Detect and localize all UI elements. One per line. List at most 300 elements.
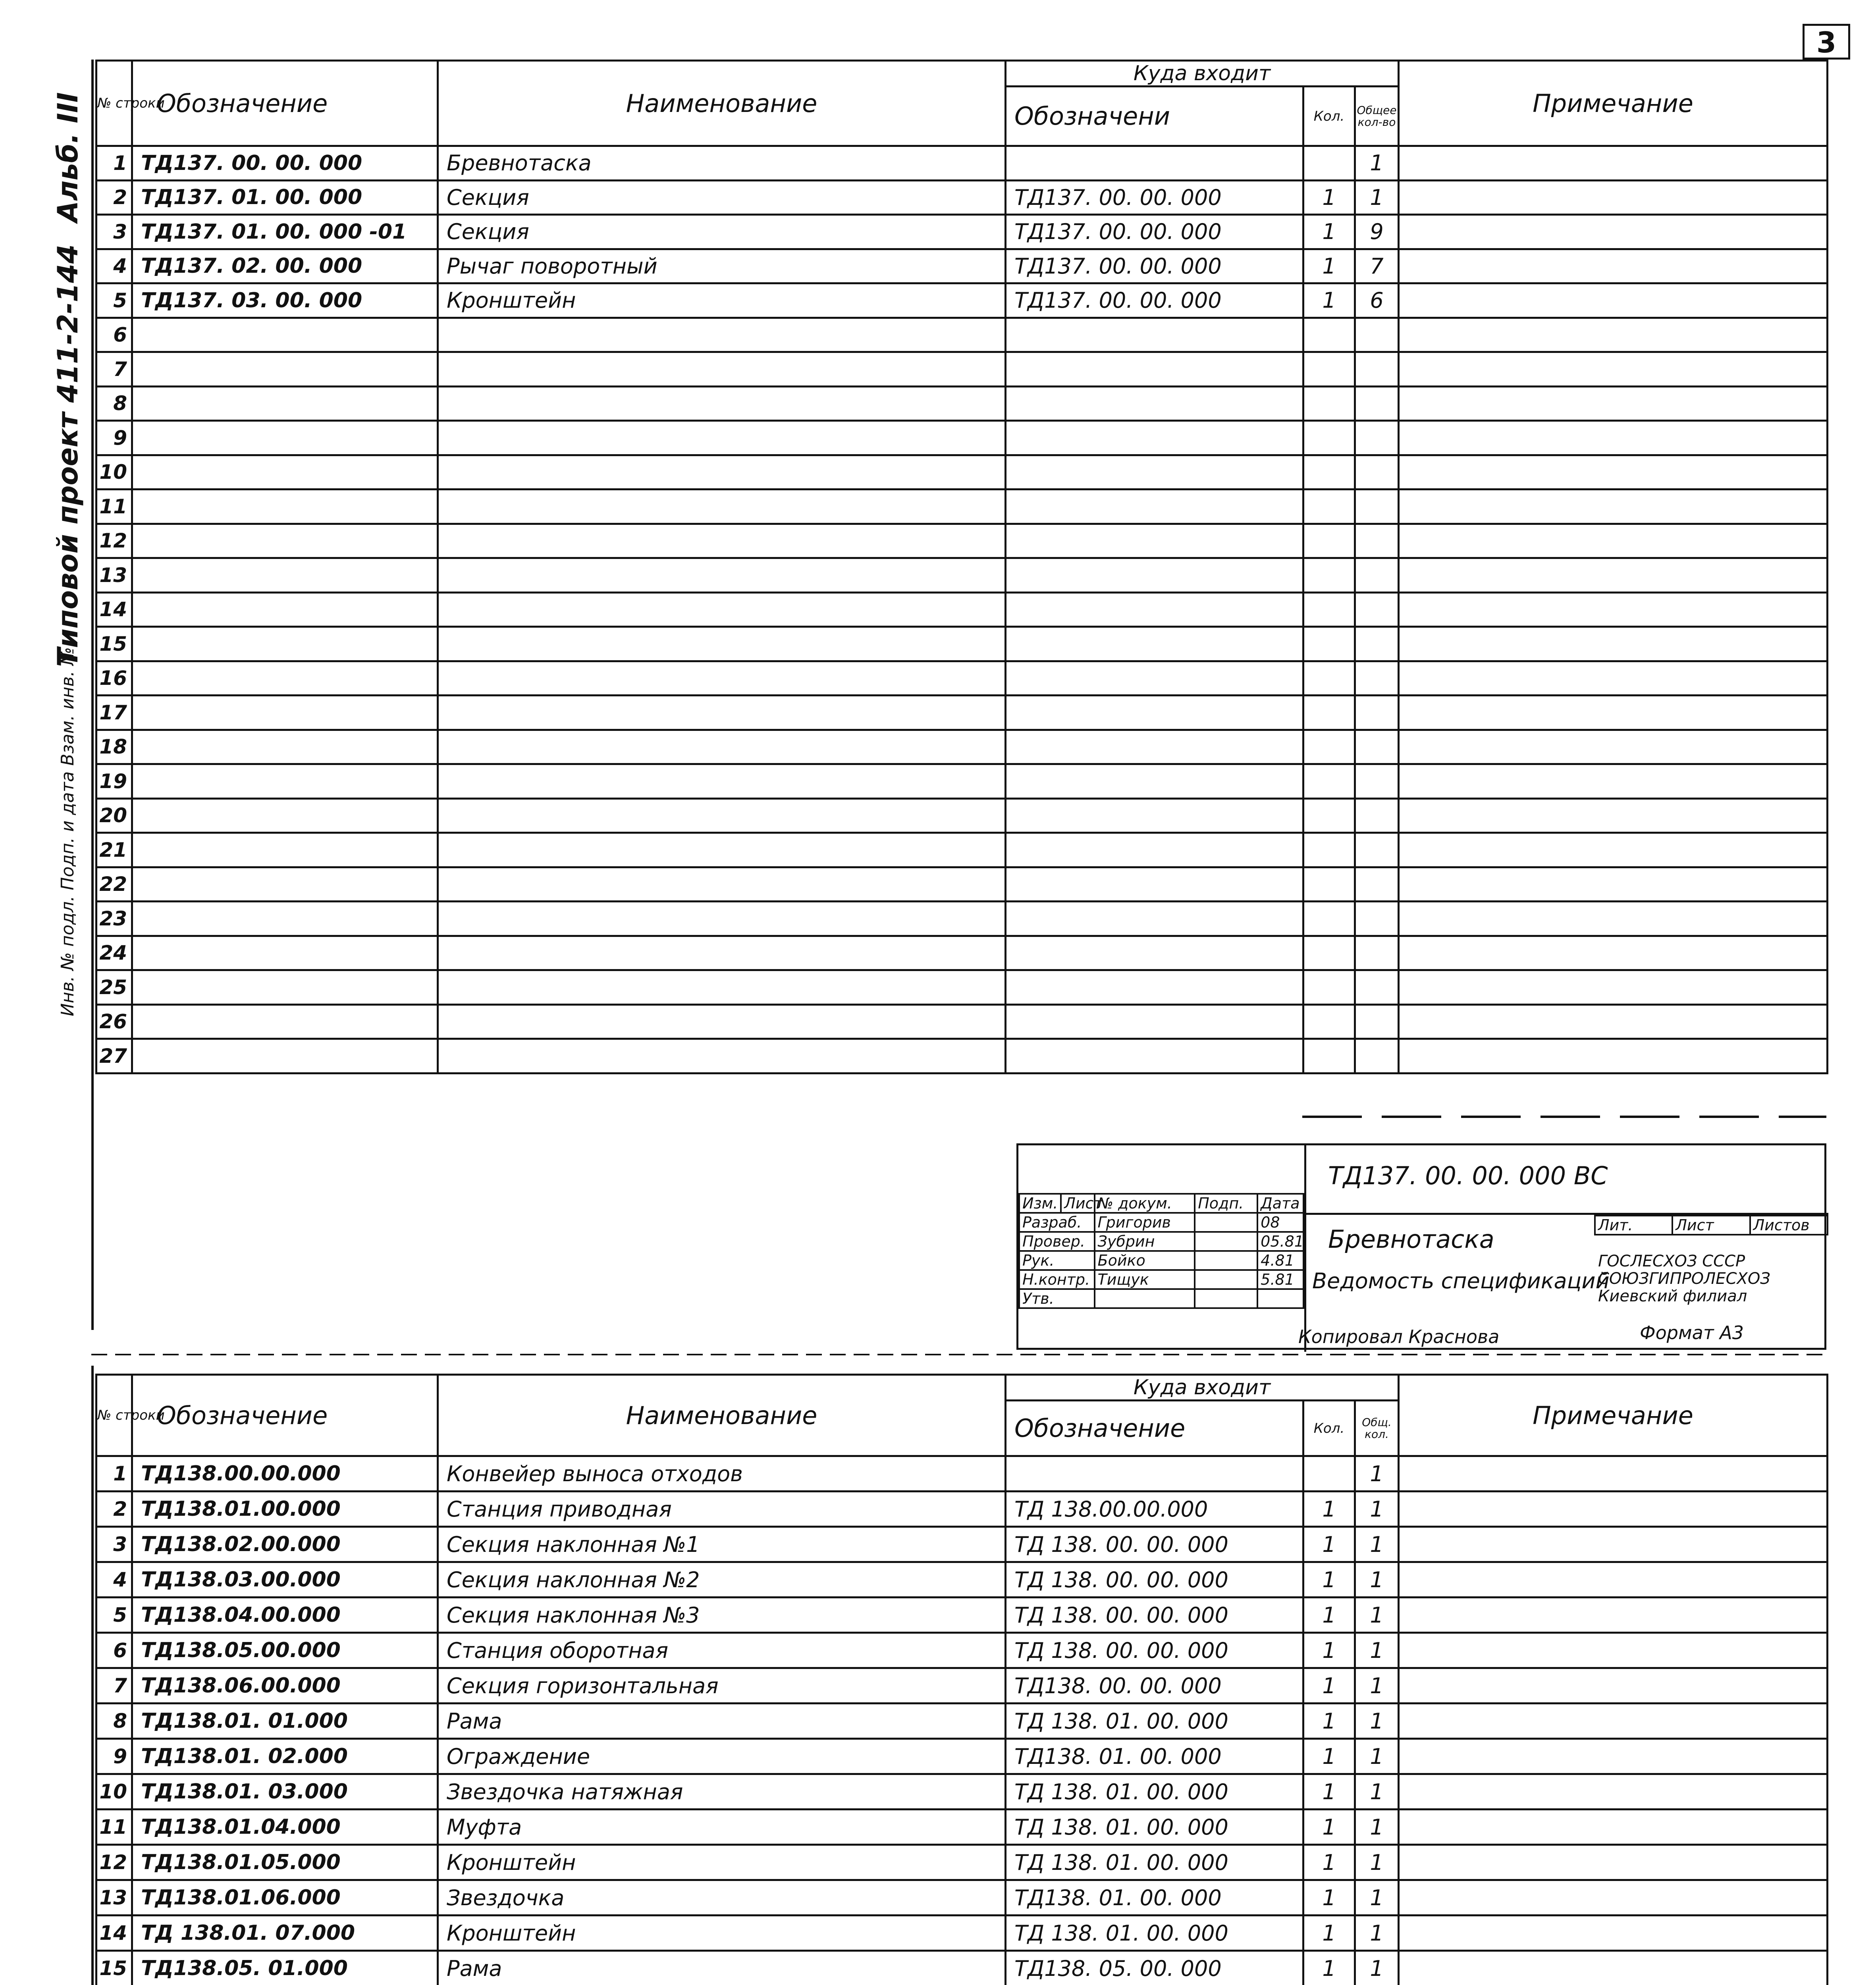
row-total-qty: 1 [1355,1774,1399,1810]
table-row [96,936,1828,970]
row-parent-designation: ТД 138. 00. 00. 000 [1006,1598,1303,1633]
row-qty [1303,592,1355,627]
table-row [96,1916,1828,1951]
header-note: Примечание [1399,1375,1828,1456]
row-number: 9 [96,421,132,455]
row-number: 3 [96,215,132,249]
person-sign [1195,1270,1257,1289]
row-note [1399,627,1828,661]
row-designation: ТД137. 03. 00. 000 [132,283,438,318]
row-name [438,490,1006,524]
row-designation [132,902,438,936]
table-row [96,318,1828,352]
row-note [1399,421,1828,455]
row-parent-designation [1006,1039,1303,1073]
person-name [1095,1289,1195,1308]
row-note [1399,1951,1828,1985]
person-sign [1195,1213,1257,1232]
row-qty: 1 [1303,215,1355,249]
row-number: 15 [96,627,132,661]
sheet2-spec-table [95,1374,1828,1985]
row-qty [1303,352,1355,387]
row-number: 13 [96,558,132,593]
table-row [96,902,1828,936]
tb-sign: Подп. [1195,1194,1257,1213]
row-note [1399,867,1828,902]
person-date: 5.81 [1257,1270,1303,1289]
inventory-strip-label: Инв. № подл. Подп. и дата Взам. инв. № [58,647,78,1016]
row-designation [132,455,438,490]
row-total-qty [1355,1004,1399,1039]
row-designation [132,867,438,902]
row-note [1399,1668,1828,1704]
row-note [1399,970,1828,1005]
person-role: Н.контр. [1019,1270,1095,1289]
row-qty [1303,764,1355,799]
row-parent-designation [1006,833,1303,867]
row-parent-designation: ТД 138. 01. 00. 000 [1006,1845,1303,1880]
row-number: 14 [96,592,132,627]
project-label: Типовой проект 411-2-144 [52,244,84,667]
person-sign [1195,1289,1257,1308]
row-name: Секция горизонтальная [438,1668,1006,1704]
row-total-qty: 1 [1355,1951,1399,1985]
sheet1-people-rows [1019,1213,1303,1308]
row-parent-designation [1006,661,1303,696]
person-name: Григорив [1095,1213,1195,1232]
table-row [96,1810,1828,1845]
row-note [1399,386,1828,421]
row-qty [1303,421,1355,455]
sheet2-rows [96,1456,1828,1985]
row-designation: ТД138.05. 01.000 [132,1951,438,1985]
table-row [96,1039,1828,1073]
row-number: 26 [96,1004,132,1039]
table-row [96,970,1828,1005]
row-note [1399,1562,1828,1598]
person-sign [1195,1232,1257,1251]
row-total-qty [1355,627,1399,661]
row-number: 2 [96,180,132,215]
row-qty: 1 [1303,1633,1355,1668]
sheet-separator [91,1354,1830,1355]
page-number: 3 [1816,26,1837,59]
row-parent-designation: ТД 138. 01. 00. 000 [1006,1810,1303,1845]
sheet1-subtitle: Ведомость спецификаций [1312,1268,1610,1293]
row-note [1399,146,1828,181]
row-parent-designation [1006,352,1303,387]
row-parent-designation [1006,867,1303,902]
row-name: Муфта [438,1810,1006,1845]
row-parent-designation [1006,524,1303,558]
row-name [438,970,1006,1005]
row-total-qty: 1 [1355,1704,1399,1739]
tb-izm: Изм. [1019,1194,1061,1213]
row-qty [1303,386,1355,421]
row-designation: ТД137. 00. 00. 000 [132,146,438,181]
row-name [438,421,1006,455]
header-designation: Обозначение [132,1375,438,1456]
row-parent-designation [1006,730,1303,764]
row-total-qty: 1 [1355,1527,1399,1562]
row-designation [132,970,438,1005]
margin-line-bottom [91,1366,94,1985]
row-note [1399,1039,1828,1073]
row-number: 12 [96,1845,132,1880]
tb-head-row [1019,1194,1303,1213]
table-row [96,1004,1828,1039]
row-total-qty [1355,524,1399,558]
row-qty: 1 [1303,1598,1355,1633]
sheet1-spec-table [95,60,1828,1074]
row-designation: ТД138.01.04.000 [132,1810,438,1845]
row-name [438,558,1006,593]
row-qty: 1 [1303,1492,1355,1527]
row-qty [1303,558,1355,593]
table-row [96,215,1828,249]
table-row [96,1704,1828,1739]
row-total-qty [1355,421,1399,455]
person-sign [1195,1251,1257,1270]
row-name: Рычаг поворотный [438,249,1006,283]
row-name: Секция [438,215,1006,249]
row-parent-designation [1006,902,1303,936]
row-note [1399,1004,1828,1039]
row-designation: ТД137. 01. 00. 000 -01 [132,215,438,249]
row-designation [132,592,438,627]
table-row [96,661,1828,696]
row-total-qty [1355,455,1399,490]
person-name: Тищук [1095,1270,1195,1289]
row-name [438,455,1006,490]
row-designation [132,421,438,455]
row-parent-designation [1006,764,1303,799]
row-qty [1303,318,1355,352]
table-row [96,833,1828,867]
row-number: 8 [96,1704,132,1739]
row-designation [132,730,438,764]
person-name: Бойко [1095,1251,1195,1270]
row-total-qty: 1 [1355,1880,1399,1916]
row-number: 19 [96,764,132,799]
row-note [1399,524,1828,558]
row-designation [132,386,438,421]
table-row [96,455,1828,490]
row-name [438,936,1006,970]
row-parent-designation: ТД137. 00. 00. 000 [1006,283,1303,318]
row-designation: ТД138.01. 01.000 [132,1704,438,1739]
row-parent-designation: ТД 138. 00. 00. 000 [1006,1633,1303,1668]
person-role: Разраб. [1019,1213,1095,1232]
row-name [438,764,1006,799]
row-total-qty [1355,696,1399,730]
row-designation: ТД138.01.00.000 [132,1492,438,1527]
row-name: Бревнотаска [438,146,1006,181]
row-total-qty [1355,318,1399,352]
row-total-qty: 1 [1355,1916,1399,1951]
table-row [96,592,1828,627]
row-name: Рама [438,1951,1006,1985]
row-note [1399,1739,1828,1774]
row-total-qty: 1 [1355,1633,1399,1668]
row-qty [1303,902,1355,936]
row-parent-designation: ТД 138. 01. 00. 000 [1006,1774,1303,1810]
row-qty [1303,455,1355,490]
people-row [1019,1213,1303,1232]
row-designation: ТД138.01.05.000 [132,1845,438,1880]
table-row [96,627,1828,661]
row-total-qty: 7 [1355,249,1399,283]
row-name [438,524,1006,558]
people-row [1019,1270,1303,1289]
row-qty: 1 [1303,1668,1355,1704]
row-parent-designation [1006,386,1303,421]
row-name: Секция наклонная №2 [438,1562,1006,1598]
row-number: 23 [96,902,132,936]
people-row [1019,1251,1303,1270]
sheet2-header-row [96,1375,1828,1401]
row-name: Ограждение [438,1739,1006,1774]
table-row [96,764,1828,799]
row-total-qty [1355,867,1399,902]
row-qty: 1 [1303,1774,1355,1810]
row-parent-designation: ТД 138. 00. 00. 000 [1006,1562,1303,1598]
row-note [1399,1456,1828,1492]
row-total-qty: 1 [1355,180,1399,215]
row-note [1399,249,1828,283]
tb-vdivider [1304,1145,1306,1352]
row-designation: ТД138.05.00.000 [132,1633,438,1668]
table-row [96,146,1828,181]
table-row [96,1774,1828,1810]
row-name: Звездочка [438,1880,1006,1916]
row-qty [1303,146,1355,181]
tb-sheet: Лист [1672,1216,1750,1235]
row-parent-designation [1006,936,1303,970]
row-note [1399,730,1828,764]
table-row [96,1598,1828,1633]
row-total-qty: 1 [1355,1456,1399,1492]
row-total-qty: 6 [1355,283,1399,318]
row-designation [132,696,438,730]
sheet1-format: Формат А3 [1640,1322,1744,1343]
table-row [96,386,1828,421]
row-qty [1303,833,1355,867]
table-row [96,1456,1828,1492]
row-qty: 1 [1303,180,1355,215]
row-number: 6 [96,318,132,352]
row-number: 10 [96,455,132,490]
row-qty [1303,936,1355,970]
row-parent-designation: ТД 138. 01. 00. 000 [1006,1704,1303,1739]
person-date [1257,1289,1303,1308]
row-name: Станция приводная [438,1492,1006,1527]
table-row [96,1951,1828,1985]
person-role: Рук. [1019,1251,1095,1270]
row-note [1399,490,1828,524]
row-designation [132,833,438,867]
row-total-qty: 1 [1355,146,1399,181]
row-note [1399,1880,1828,1916]
row-number: 21 [96,833,132,867]
header-total-qty: Общее кол-во [1355,87,1399,146]
row-parent-designation: ТД138. 00. 00. 000 [1006,1668,1303,1704]
row-note [1399,833,1828,867]
row-number: 11 [96,490,132,524]
header-where-used: Куда входит [1006,1375,1399,1401]
row-number: 6 [96,1633,132,1668]
table-row [96,696,1828,730]
sheet1-title-block [1016,1143,1826,1350]
row-parent-designation: ТД 138.00.00.000 [1006,1492,1303,1527]
tb-date: Дата [1257,1194,1303,1213]
row-qty: 1 [1303,1527,1355,1562]
row-qty [1303,1004,1355,1039]
table-row [96,798,1828,833]
row-name [438,661,1006,696]
row-name: Звездочка натяжная [438,1774,1006,1810]
header-qty: Кол. [1303,87,1355,146]
row-qty [1303,867,1355,902]
row-qty [1303,661,1355,696]
row-total-qty [1355,352,1399,387]
row-designation [132,1039,438,1073]
row-designation: ТД137. 02. 00. 000 [132,249,438,283]
sheet1-title: Бревнотаска [1328,1225,1494,1254]
tb-doc: № докум. [1095,1194,1195,1213]
row-qty [1303,627,1355,661]
header-row-no: № строки [96,61,132,146]
header-name: Наименование [438,61,1006,146]
row-parent-designation: ТД138. 01. 00. 000 [1006,1880,1303,1916]
header-total-qty: Общ. кол. [1355,1401,1399,1456]
row-number: 7 [96,352,132,387]
row-name: Секция [438,180,1006,215]
row-total-qty [1355,764,1399,799]
row-number: 27 [96,1039,132,1073]
row-note [1399,455,1828,490]
row-parent-designation: ТД 138. 01. 00. 000 [1006,1916,1303,1951]
row-parent-designation [1006,1004,1303,1039]
row-parent-designation [1006,970,1303,1005]
table-row [96,1633,1828,1668]
person-role: Утв. [1019,1289,1095,1308]
row-total-qty: 1 [1355,1739,1399,1774]
row-number: 20 [96,798,132,833]
row-total-qty: 1 [1355,1492,1399,1527]
row-note [1399,1810,1828,1845]
row-qty [1303,970,1355,1005]
person-role: Провер. [1019,1232,1095,1251]
row-parent-designation [1006,1456,1303,1492]
tb-list: Лист [1061,1194,1094,1213]
header-designation: Обозначение [132,61,438,146]
row-number: 17 [96,696,132,730]
row-note [1399,558,1828,593]
person-date: 4.81 [1257,1251,1303,1270]
table-row [96,867,1828,902]
table-row [96,180,1828,215]
row-designation [132,352,438,387]
row-number: 1 [96,1456,132,1492]
table-row [96,524,1828,558]
row-name [438,867,1006,902]
row-qty: 1 [1303,1845,1355,1880]
row-note [1399,1527,1828,1562]
row-number: 3 [96,1527,132,1562]
row-qty: 1 [1303,1704,1355,1739]
row-number: 8 [96,386,132,421]
row-total-qty: 1 [1355,1562,1399,1598]
row-name: Станция оборотная [438,1633,1006,1668]
row-name [438,833,1006,867]
row-number: 5 [96,1598,132,1633]
sheet1-stamp-line [1302,1116,1826,1118]
sheet1-header-row [96,61,1828,87]
table-row [96,1880,1828,1916]
row-designation: ТД138.04.00.000 [132,1598,438,1633]
row-number: 12 [96,524,132,558]
row-number: 11 [96,1810,132,1845]
row-note [1399,902,1828,936]
people-row [1019,1289,1303,1308]
table-row [96,1739,1828,1774]
row-qty [1303,1456,1355,1492]
row-total-qty [1355,936,1399,970]
row-number: 1 [96,146,132,181]
row-designation [132,490,438,524]
header-where-used: Куда входит [1006,61,1399,87]
row-qty: 1 [1303,1739,1355,1774]
row-note [1399,1916,1828,1951]
row-number: 7 [96,1668,132,1704]
row-parent-designation [1006,421,1303,455]
row-total-qty: 1 [1355,1845,1399,1880]
header-qty: Кол. [1303,1401,1355,1456]
sheet1-doc-code: ТД137. 00. 00. 000 ВС [1328,1161,1608,1190]
row-note [1399,283,1828,318]
row-qty [1303,730,1355,764]
table-row [96,730,1828,764]
row-name: Кронштейн [438,283,1006,318]
row-note [1399,1598,1828,1633]
row-name [438,592,1006,627]
row-name [438,627,1006,661]
row-qty: 1 [1303,283,1355,318]
tb-lit: Лит. [1595,1216,1672,1235]
table-row [96,558,1828,593]
album-label: Альб. III [52,92,84,222]
row-total-qty [1355,902,1399,936]
header-row-no: № строки [96,1375,132,1456]
row-parent-designation [1006,455,1303,490]
row-qty: 1 [1303,1951,1355,1985]
row-total-qty [1355,490,1399,524]
row-designation: ТД138.00.00.000 [132,1456,438,1492]
row-note [1399,764,1828,799]
row-parent-designation [1006,318,1303,352]
person-date: 08 [1257,1213,1303,1232]
row-total-qty [1355,1039,1399,1073]
row-note [1399,1492,1828,1527]
row-designation [132,318,438,352]
row-name [438,696,1006,730]
row-qty [1303,490,1355,524]
row-designation [132,661,438,696]
row-name [438,1004,1006,1039]
row-name: Кронштейн [438,1845,1006,1880]
row-parent-designation [1006,696,1303,730]
